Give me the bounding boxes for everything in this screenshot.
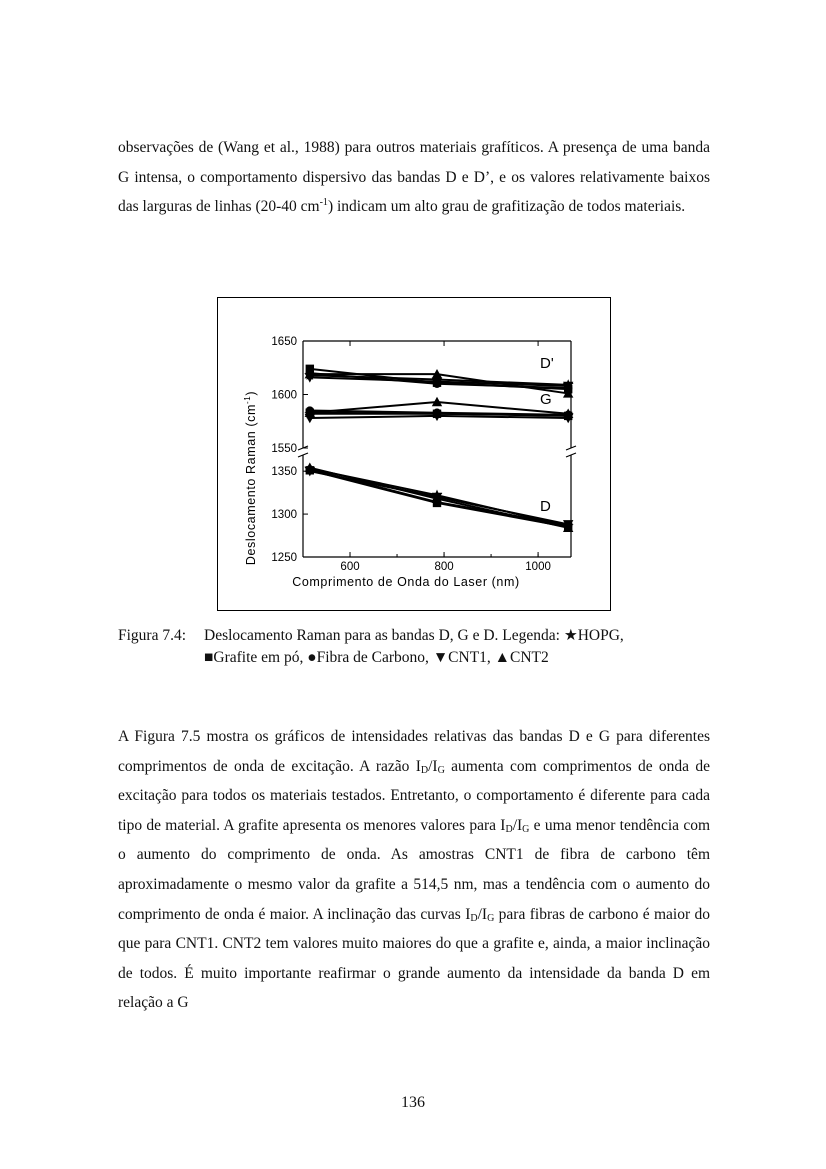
y-tick-label: 1650 (271, 336, 297, 348)
p2-line-9: tem valores muito maiores do que a grafite e, ainda, a maior inclinação de todos. É (118, 935, 710, 982)
caption-label: Figura 7.4: (118, 627, 187, 644)
p1-line-4: grafitização de todos materiais. (491, 198, 686, 216)
y-tick-label: 1550 (271, 443, 297, 455)
p2-line-2b: /I (428, 757, 438, 775)
p1-line-3b: ) indicam um alto grau de (327, 198, 488, 216)
p1-line-1: observações de (Wang et al., 1988) para outros materiais grafíticos. A presença de uma (118, 139, 669, 156)
x-axis-label: Comprimento de Onda do Laser (nm) (292, 575, 520, 589)
y-axis-label (243, 391, 258, 565)
p2-line-5b: /I (512, 816, 523, 834)
paragraph-2 (118, 722, 710, 1018)
p2-line-1: A Figura 7.5 mostra os gráficos de intensidades relativas das bandas D e G para (118, 728, 643, 745)
p2-sub-6: G (487, 912, 495, 924)
p1-line-2: banda G intensa, o comportamento dispersivo das bandas D e D’, e os valores (118, 139, 710, 186)
p2-line-8b: /I (477, 905, 488, 923)
x-tick-label: 1000 (525, 561, 551, 573)
p2-line-8c: para fibras de carbono é maior do que para CNT1. CNT2 (118, 905, 711, 953)
y-axis-label-end: ) (244, 390, 258, 396)
caption-text: Deslocamento Raman para as bandas D, G e D. Legenda: (204, 627, 564, 644)
raman-chart (218, 298, 610, 610)
paragraph-1 (118, 133, 710, 222)
p2-line-4: comportamento é diferente para cada tipo de material. A grafite apresenta os menores (118, 787, 711, 834)
p2-line-7: 514,5 nm, mas a tendência com o aumento do comprimento de onda é maior. A (118, 875, 710, 923)
triangle-up-icon: ▲ (494, 649, 510, 666)
caption-fibra: Fibra de Carbono, (316, 649, 433, 666)
caption-grafite: Grafite em pó, (213, 649, 308, 666)
caption-hopg: HOPG, (577, 627, 624, 644)
p2-sub-2: G (437, 764, 445, 776)
caption-cnt1: CNT1, (448, 649, 495, 666)
p2-line-2a: diferentes comprimentos de onda de excitação. A razão I (118, 728, 711, 775)
p2-line-8a: inclinação das curvas I (327, 905, 471, 923)
band-label-d: D (540, 498, 551, 515)
caption-cnt2: CNT2 (510, 649, 549, 666)
x-tick-label: 800 (434, 561, 454, 573)
star-icon: ★ (563, 627, 578, 644)
p1-line-3a: relativamente baixos das larguras de linhas (20-40 cm (118, 168, 711, 216)
triangle-down-icon: ▼ (432, 649, 449, 666)
p2-line-3: comprimentos de onda de excitação para todos os materiais testados. Entretanto, o (118, 757, 710, 805)
p2-line-10: muito importante reafirmar o grande aumento da intensidade da banda D em relação a G (118, 964, 711, 1012)
y-tick-label: 1600 (271, 389, 297, 402)
figure-raman-shift (217, 297, 611, 611)
p2-sub-5: D (470, 912, 478, 924)
p2-sub-1: D (420, 764, 429, 776)
p2-line-5a: valores para I (420, 816, 506, 834)
p2-sub-4: G (522, 823, 530, 835)
p2-sub-3: D (505, 823, 513, 835)
page-number: 136 (401, 1094, 425, 1111)
y-tick-label: 1300 (271, 509, 297, 522)
y-axis-label-sup: -1 (243, 395, 252, 404)
p2-line-6: amostras CNT1 de fibra de carbono têm aproximadamente o mesmo valor da grafite a (118, 846, 710, 893)
p1-sup: -1 (319, 197, 328, 209)
band-label-dprime: D' (540, 355, 554, 372)
p2-line-5c: e uma menor tendência com o aumento do comprimento de onda. As (118, 816, 711, 864)
x-tick-label: 600 (340, 561, 360, 573)
p2-line-2c: aumenta com (444, 757, 537, 775)
band-label-g: G (540, 391, 552, 408)
square-icon: ■ (204, 649, 214, 666)
y-tick-label: 1350 (271, 466, 297, 479)
circle-icon: ● (307, 649, 317, 666)
y-axis-label-main: Deslocamento Raman (cm (244, 403, 258, 566)
figure-caption (118, 625, 710, 669)
y-tick-label: 1250 (271, 552, 297, 564)
